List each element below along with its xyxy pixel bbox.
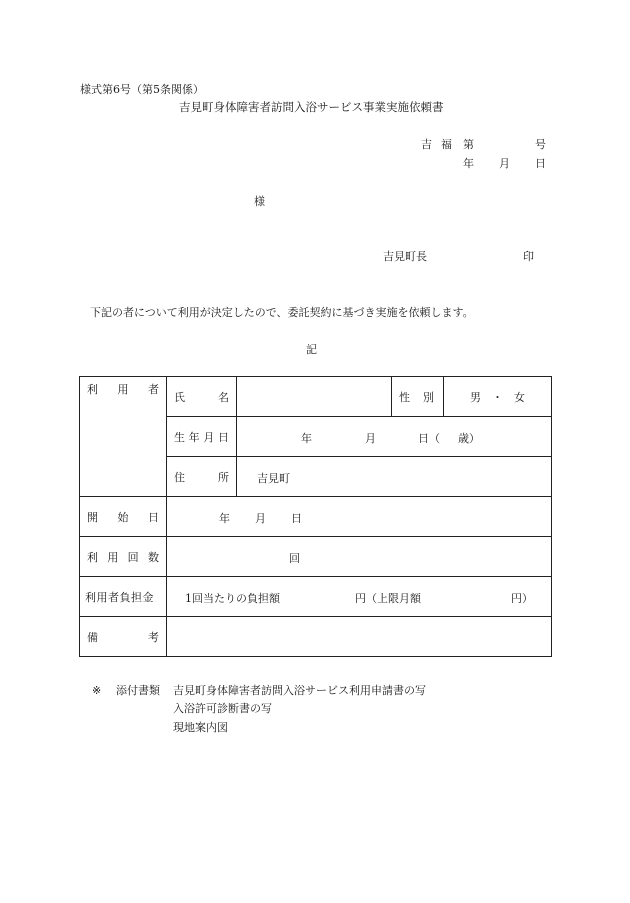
address-label: 住 所 [174,470,229,484]
remarks-label-cell [80,617,167,657]
gender-separator: ・ [492,390,503,404]
burden-field[interactable] [167,577,552,617]
name-label-cell [167,377,237,417]
form-number: 様式第6号（第5条関係） [80,83,204,96]
attachment-item: 吉見町身体障害者訪問入浴サービス利用申請書の写 [173,684,426,697]
address-label-cell [167,457,237,497]
birth-label-cell [167,417,237,457]
document-title: 吉見町身体障害者訪問入浴サービス事業実施依頼書 [179,100,444,114]
remarks-field[interactable] [167,617,552,657]
start-label: 開 始 日 [87,510,159,524]
attachment-item: 現地案内図 [173,721,228,734]
attachment-item: 入浴許可診断書の写 [173,702,272,715]
gender-label-cell [392,377,444,417]
ref-part: 吉 [421,138,432,151]
count-label-cell [80,537,167,577]
start-date-field[interactable] [167,497,552,537]
date-part: 年 [463,157,474,170]
user-label: 利 用 者 [87,383,159,396]
burden-label: 利用者負担金 [85,590,154,604]
address-value: 吉見町 [257,472,290,485]
date-part: 月 [499,157,510,170]
count-label: 利 用 回 数 [87,550,159,564]
user-label-cell [80,377,167,497]
date-part: 日 [535,157,546,170]
burden-label-cell [80,577,167,617]
burden-parts: 1回当たりの負担額 円（上限月額 円） [185,592,533,605]
birth-date-field[interactable] [237,417,552,457]
gender-options [444,389,551,405]
addressee-suffix: 様 [254,195,265,208]
gender-field[interactable] [444,377,552,417]
count-field[interactable] [167,537,552,577]
gender-female[interactable]: 女 [514,390,525,404]
address-field[interactable] [237,457,552,497]
note-mark: ※ [92,684,102,697]
count-unit: 回 [289,552,300,565]
ref-part: 第 [463,138,474,151]
name-field[interactable] [237,377,392,417]
request-table [79,376,552,657]
request-text: 下記の者について利用が決定したので、委託契約に基づき実施を依頼します。 [90,306,474,319]
remarks-label: 備 考 [87,630,159,644]
ki-heading: 記 [306,343,317,356]
gender-label: 性 別 [399,390,434,404]
start-label-cell [80,497,167,537]
ref-part: 号 [535,138,546,151]
ref-part: 福 [441,138,452,151]
attachments-label: 添付書類 [116,684,160,697]
gender-male[interactable]: 男 [470,390,481,404]
issuer-name: 吉見町長 [383,250,427,263]
seal-mark: 印 [523,250,534,263]
birth-date-parts: 年 月 日（ 歳） [301,432,480,445]
birth-label: 生 年 月 日 [174,430,229,444]
name-label: 氏 名 [174,390,229,404]
start-date-parts: 年 月 日 [219,512,302,525]
